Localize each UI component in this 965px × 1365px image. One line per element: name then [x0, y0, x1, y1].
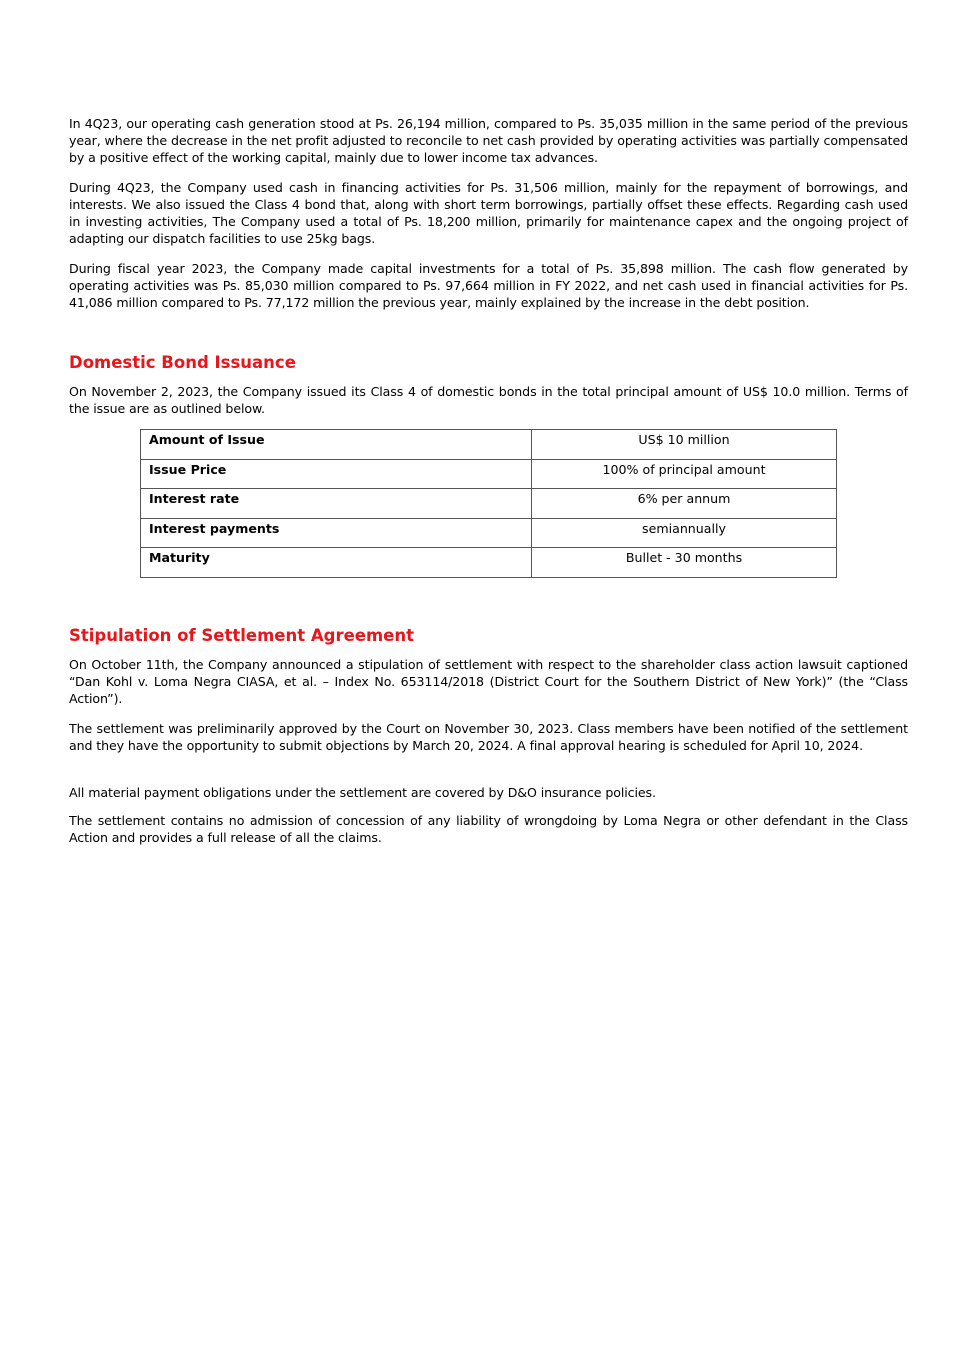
section-heading-settlement: Stipulation of Settlement Agreement — [69, 626, 414, 645]
table-row — [141, 459, 837, 489]
row-value: 100% of principal amount — [532, 459, 837, 489]
paragraph-fiscal-year: During fiscal year 2023, the Company made capital investments for a total of Ps. 35,898 million. The cash flow generated by operating activities was Ps. 85,030 million compared to Ps. 97,664 million in FY 2022, and net cash used in financial activities for Ps. 41,086 million compared to Ps. 77,172 million the previous year, mainly explained by the increase in the debt position. — [69, 261, 908, 310]
row-label: Interest payments — [141, 518, 532, 548]
paragraph-financing-cash: During 4Q23, the Company used cash in financing activities for Ps. 31,506 million, mainly for the repayment of borrowings, and interests. We also issued the Class 4 bond that, along with short term borrowings, partially offset these effects. Regarding cash used in investing activities, The Company used a total of Ps. 18,200 million, primarily for maintenance capex and the ongoing project of adapting our dispatch facilities to use 25kg bags. — [69, 180, 908, 246]
row-label: Maturity — [141, 548, 532, 578]
bond-terms-table — [140, 429, 837, 578]
paragraph-settlement-announcement: On October 11th, the Company announced a stipulation of settlement with respect to the shareholder class action lawsuit captioned “Dan Kohl v. Loma Negra CIASA, et al. – Index No. 653114/2018 (District Court for the Southern District of New York)” (the “Class Action”). — [69, 657, 908, 706]
row-value: 6% per annum — [532, 489, 837, 519]
row-value: US$ 10 million — [532, 430, 837, 460]
row-label: Issue Price — [141, 459, 532, 489]
paragraph-settlement-approval: The settlement was preliminarily approved by the Court on November 30, 2023. Class members have been notified of the settlement and they have the opportunity to submit objections by March 20, 2024. A final approval hearing is scheduled for April 10, 2024. — [69, 721, 908, 753]
row-value: Bullet - 30 months — [532, 548, 837, 578]
paragraph-settlement-release: The settlement contains no admission of concession of any liability of wrongdoing by Loma Negra or other defendant in the Class Action and provides a full release of all the claims. — [69, 813, 908, 845]
table-row — [141, 518, 837, 548]
paragraph-settlement-insurance: All material payment obligations under the settlement are covered by D&O insurance policies. — [69, 785, 656, 800]
row-value: semiannually — [532, 518, 837, 548]
table-row — [141, 430, 837, 460]
paragraph-bond-intro: On November 2, 2023, the Company issued its Class 4 of domestic bonds in the total principal amount of US$ 10.0 million. Terms of the issue are as outlined below. — [69, 384, 908, 416]
section-heading-bond: Domestic Bond Issuance — [69, 353, 296, 372]
paragraph-operating-cash: In 4Q23, our operating cash generation stood at Ps. 26,194 million, compared to Ps. 35,035 million in the same period of the previous year, where the decrease in the net profit adjusted to reconcile to net cash provided by operating activities was partially compensated by a positive effect of the working capital, mainly due to lower income tax advances. — [69, 116, 908, 165]
row-label: Amount of Issue — [141, 430, 532, 460]
row-label: Interest rate — [141, 489, 532, 519]
table-row — [141, 548, 837, 578]
table-row — [141, 489, 837, 519]
